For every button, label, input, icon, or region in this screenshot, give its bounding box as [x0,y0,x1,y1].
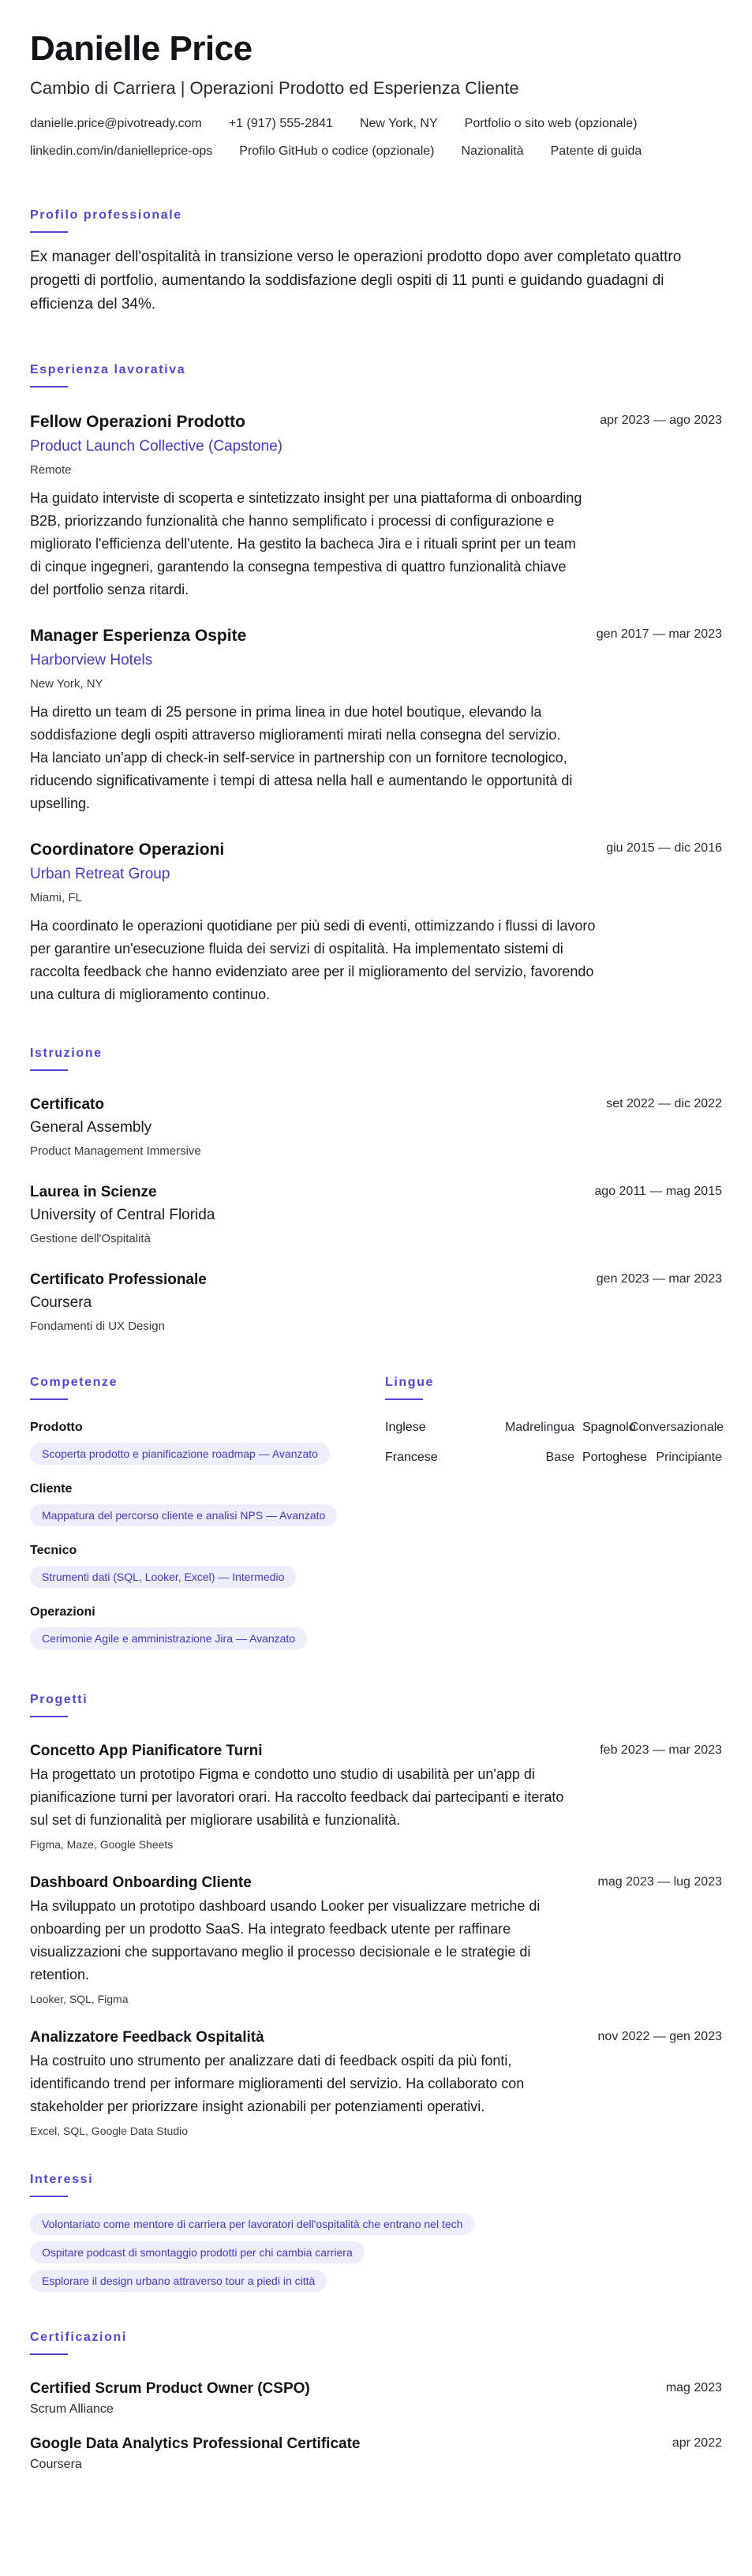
interests-section [30,2172,722,2292]
skills-section [30,1375,385,1649]
interest-chip: Volontariato come mentore di carriera per lavoratori dell'ospitalità che entrano nel tech [30,2213,474,2235]
education-entry [30,1182,722,1248]
experience-company: Harborview Hotels [30,652,153,668]
skill-chip: Scoperta prodotto e pianificazione roadmap — Avanzato [30,1443,330,1465]
section-divider [30,2196,68,2197]
skill-group [30,1481,385,1526]
experience-entry [30,411,722,601]
resume-header [30,28,722,160]
language-row [385,1419,722,1436]
project-name: Dashboard Onboarding Cliente [30,1874,252,1891]
section-divider [30,1716,68,1717]
skill-chip: Cerimonie Agile e amministrazione Jira — Avanzato [30,1627,307,1649]
project-description: Ha costruito uno strumento per analizzare dati di feedback ospiti da più fonti, identificando trend per informare miglioramenti del servizio. Ha collaborato con stakeholder per priorizzare insight azionabili per potenziamenti operativi. [30,2053,525,2114]
section-divider [385,1398,423,1400]
section-title-profile: Profilo professionale [30,208,182,222]
contact-email[interactable]: danielle.price@pivotready.com [30,117,202,130]
education-field: Product Management Immersive [30,1144,201,1158]
section-title-skills: Competenze [30,1376,118,1389]
language-level: Base [545,1451,574,1464]
profile-section [30,208,722,316]
skill-group-name: Prodotto [30,1421,83,1434]
certification-name: Google Data Analytics Professional Certificate [30,2436,361,2452]
interest-chip: Esplorare il design urbano attraverso tour a piedi in città [30,2270,327,2292]
section-divider [30,1398,68,1400]
certification-date: apr 2022 [672,2436,722,2450]
experience-description: Ha diretto un team di 25 persone in prima linea in due hotel boutique, elevando la soddisfazione degli ospiti attraverso miglioramenti mirati nella consegna del servizio. Ha lanciato un'app di check-in self-service in partnership con un fornitore tecnologico, riducendo significativamente i tempi di attesa nella hall e aumentando le opportunità di upselling. [30,704,573,811]
project-name: Analizzatore Feedback Ospitalità [30,2029,264,2046]
language-name: Inglese [385,1421,426,1434]
education-degree: Certificato Professionale [30,1271,207,1288]
candidate-headline: Cambio di Carriera | Operazioni Prodotto ed Esperienza Cliente [30,78,519,98]
certification-issuer: Coursera [30,2458,82,2471]
projects-section [30,1692,722,2139]
contact-nationality: Nazionalità [461,144,524,158]
section-divider [30,2353,68,2355]
certification-issuer: Scrum Alliance [30,2402,114,2416]
education-degree: Laurea in Scienze [30,1184,157,1200]
project-tech: Excel, SQL, Google Data Studio [30,2125,188,2137]
skill-group-name: Cliente [30,1482,73,1496]
education-field: Fondamenti di UX Design [30,1320,165,1333]
project-description: Ha progettato un prototipo Figma e condotto uno studio di usabilità per un'app di pianificazione turni per lavoratori orari. Ha raccolto feedback dai partecipanti e iterato sul set di funzionalità per migliorare usabilità e funzionalità. [30,1766,564,1828]
language-row [385,1449,722,1466]
section-title-education: Istruzione [30,1046,103,1060]
education-dates: gen 2023 — mar 2023 [596,1272,722,1286]
project-entry [30,1873,722,2007]
experience-description: Ha guidato interviste di scoperta e sintetizzato insight per una piattaforma di onboarding B2B, priorizzando funzionalità che hanno semplificato i processi di configurazione e migliorato l'efficienza dell'utente. Ha gestito la bacheca Jira e i rituali sprint per un team di cinque ingegneri, garantendo la consegna tempestiva di quattro funzionalità chiave del portfolio senza ritardi. [30,490,582,597]
language-name: Portoghese [582,1451,647,1464]
education-entry [30,1270,722,1335]
section-title-interests: Interessi [30,2173,94,2186]
experience-role: Fellow Operazioni Prodotto [30,413,245,431]
project-name: Concetto App Pianificatore Turni [30,1743,263,1759]
certification-entry [30,2379,722,2418]
certification-date: mag 2023 [665,2381,722,2394]
contact-phone[interactable]: +1 (917) 555-2841 [228,117,333,130]
education-institution: Coursera [30,1294,92,1311]
experience-company: Urban Retreat Group [30,866,170,882]
contact-linkedin[interactable]: linkedin.com/in/danielleprice-ops [30,144,213,158]
education-institution: University of Central Florida [30,1207,215,1223]
language-name: Spagnolo [582,1421,636,1434]
skill-chip: Mappatura del percorso cliente e analisi NPS — Avanzato [30,1504,337,1526]
experience-dates: giu 2015 — dic 2016 [606,841,722,855]
section-divider [30,1069,68,1071]
experience-role: Coordinatore Operazioni [30,841,225,859]
certification-entry [30,2434,722,2473]
section-title-experience: Esperienza lavorativa [30,363,186,376]
contact-portfolio[interactable]: Portfolio o sito web (opzionale) [464,117,638,130]
experience-location: Miami, FL [30,891,82,904]
contact-list [30,115,709,160]
interest-list [30,2207,722,2292]
language-level: Principiante [656,1451,722,1464]
project-description: Ha sviluppato un prototipo dashboard usando Looker per visualizzare metriche di onboarding per un prodotto SaaS. Ha integrato feedback utente per raffinare visualizzazioni che supportavano meglio il processo decisionale e le strategie di retention. [30,1898,541,1983]
language-name: Francese [385,1451,438,1464]
experience-entry [30,625,722,815]
education-dates: ago 2011 — mag 2015 [594,1185,722,1198]
experience-description: Ha coordinato le operazioni quotidiane per più sedi di eventi, ottimizzando i flussi di lavoro per garantire un'esecuzione fluida dei servizi di ospitalità. Ha implementato sistemi di raccolta feedback che hanno evidenziato aree per il miglioramento del servizio, favorendo una cultura di miglioramento continuo. [30,918,596,1002]
project-tech: Looker, SQL, Figma [30,1993,129,2005]
skill-group [30,1542,385,1588]
contact-github[interactable]: Profilo GitHub o codice (opzionale) [239,144,435,158]
experience-section [30,362,722,1006]
project-dates: mag 2023 — lug 2023 [597,1875,722,1889]
certifications-section [30,2330,722,2473]
section-title-certifications: Certificazioni [30,2331,127,2344]
languages-section [385,1375,722,1649]
contact-location: New York, NY [359,117,438,130]
experience-dates: apr 2023 — ago 2023 [600,414,722,427]
skills-languages-row [30,1375,722,1649]
profile-summary: Ex manager dell'ospitalità in transizione verso le operazioni prodotto dopo aver completato quattro progetti di portfolio, aumentando la soddisfazione degli ospiti di 11 punti e guidando guadagni di efficienza del 34%. [30,249,682,313]
project-dates: feb 2023 — mar 2023 [600,1743,722,1757]
skill-group-name: Tecnico [30,1544,77,1557]
language-level: Madrelingua [504,1421,574,1434]
section-title-projects: Progetti [30,1693,88,1706]
project-tech: Figma, Maze, Google Sheets [30,1838,174,1851]
experience-location: Remote [30,463,72,477]
interest-chip: Ospitare podcast di smontaggio prodotti per chi cambia carriera [30,2241,365,2263]
project-entry [30,1741,722,1852]
experience-location: New York, NY [30,677,103,691]
experience-role: Manager Esperienza Ospite [30,627,247,645]
education-entry [30,1095,722,1160]
skill-group-name: Operazioni [30,1605,95,1619]
experience-entry [30,839,722,1006]
education-institution: General Assembly [30,1119,152,1136]
contact-license: Patente di guida [550,144,642,158]
experience-dates: gen 2017 — mar 2023 [596,627,722,641]
section-divider [30,386,68,388]
education-degree: Certificato [30,1096,104,1113]
education-section [30,1046,722,1335]
skill-group [30,1419,385,1465]
section-divider [30,231,68,233]
candidate-name: Danielle Price [30,29,253,68]
skill-group [30,1604,385,1649]
section-title-languages: Lingue [385,1376,435,1389]
project-dates: nov 2022 — gen 2023 [597,2030,722,2043]
language-level: Conversazionale [630,1421,724,1434]
project-entry [30,2027,722,2139]
skill-chip: Strumenti dati (SQL, Looker, Excel) — Intermedio [30,1566,296,1588]
experience-company: Product Launch Collective (Capstone) [30,438,283,455]
certification-name: Certified Scrum Product Owner (CSPO) [30,2380,310,2397]
education-field: Gestione dell'Ospitalità [30,1232,151,1245]
education-dates: set 2022 — dic 2022 [606,1097,722,1110]
